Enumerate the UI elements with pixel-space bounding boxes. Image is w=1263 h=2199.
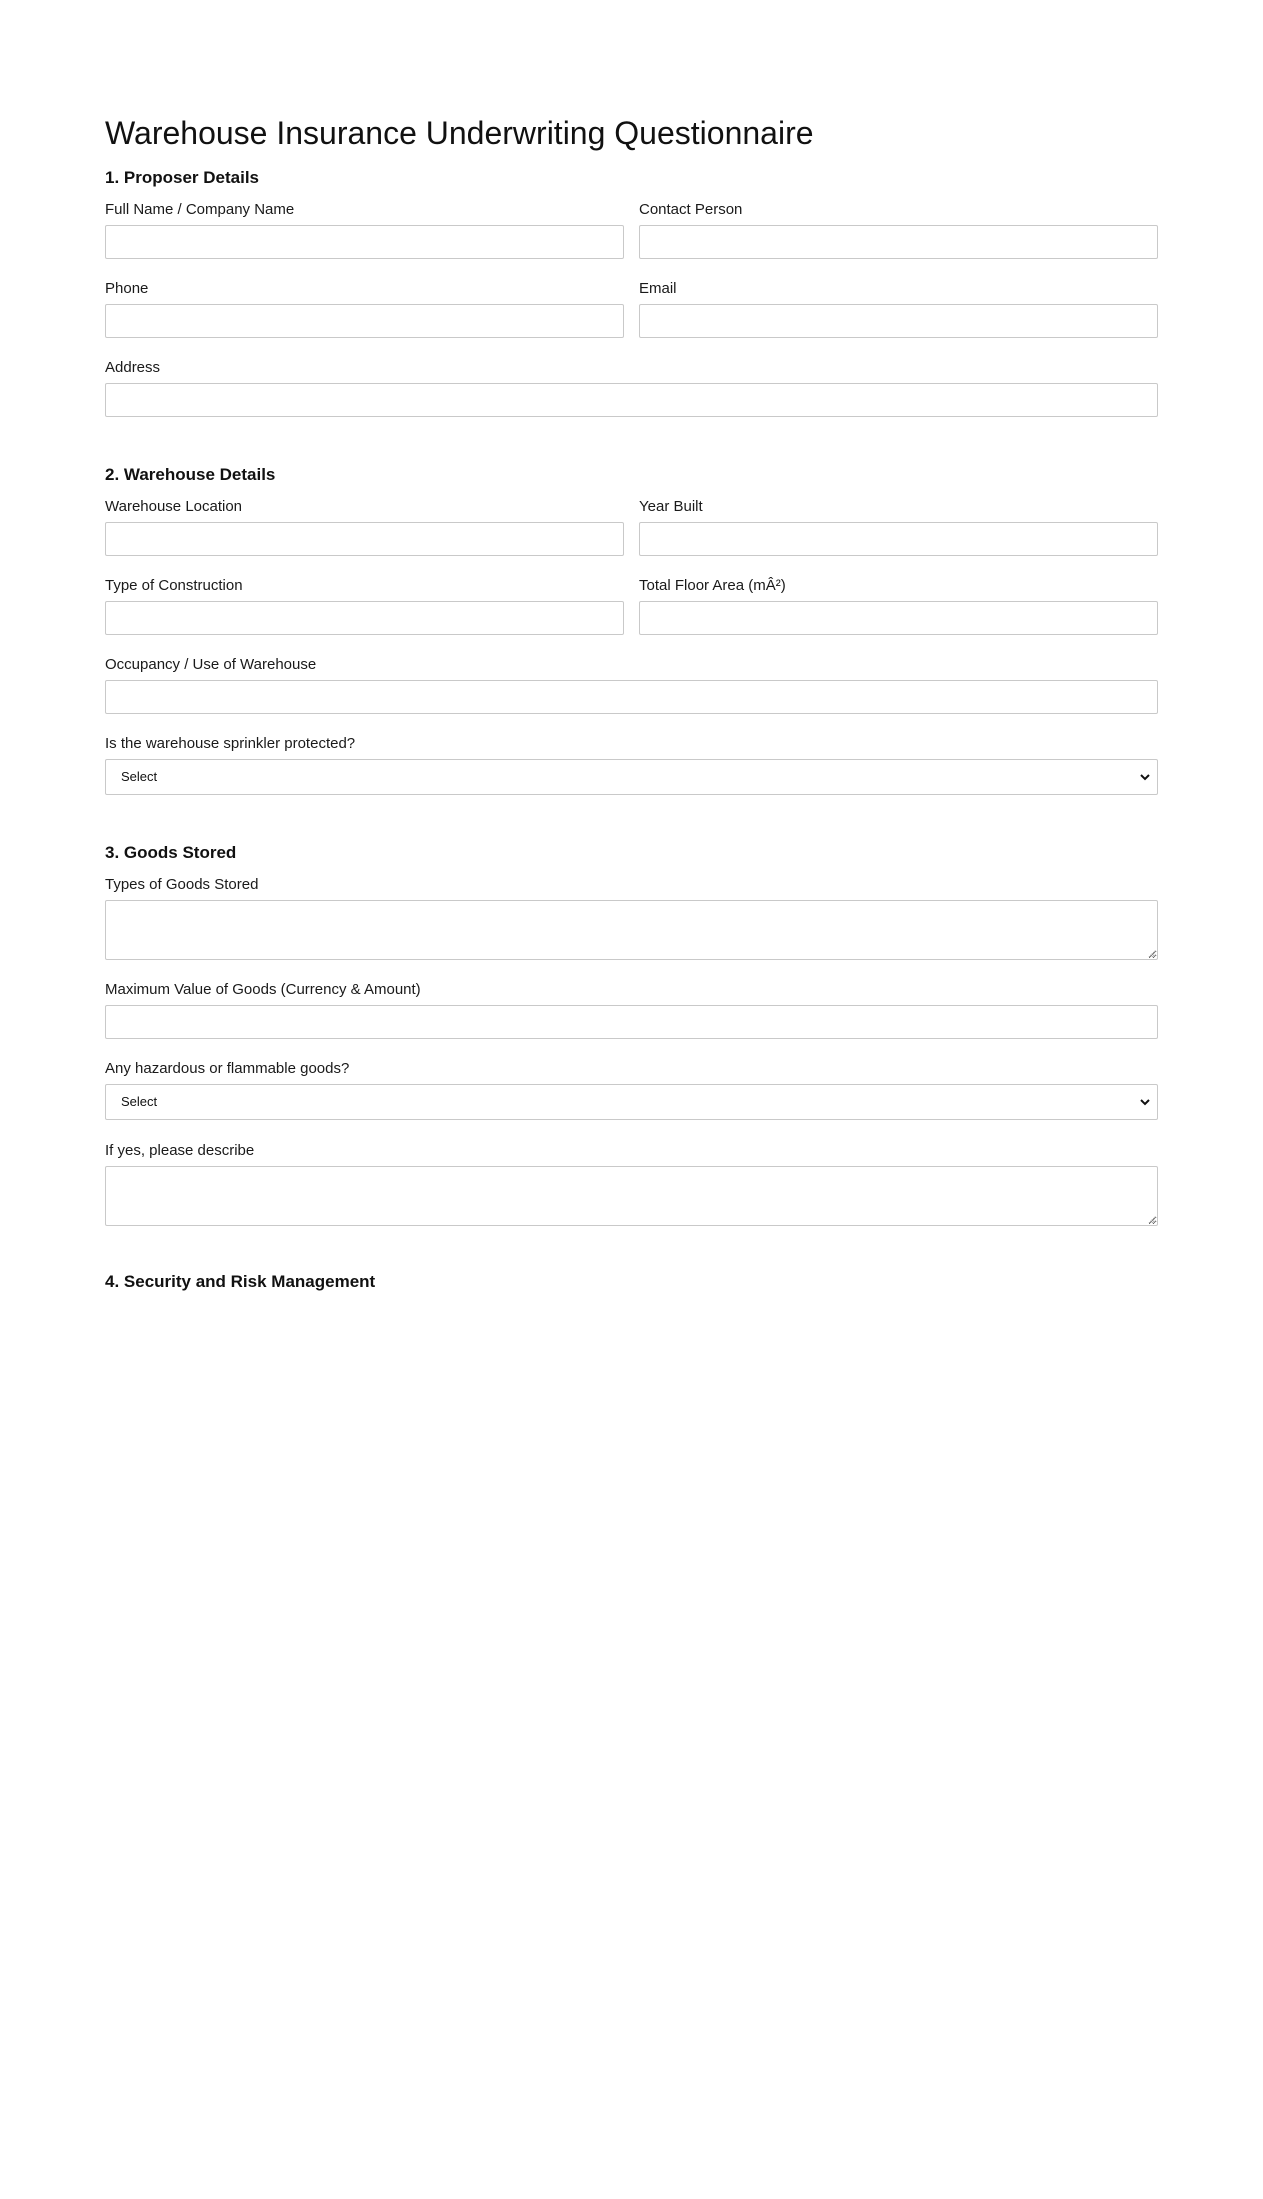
total-floor-area-input[interactable]: [639, 601, 1158, 635]
max-value-goods-label: Maximum Value of Goods (Currency & Amount): [105, 981, 421, 998]
max-value-goods-input[interactable]: [105, 1005, 1158, 1039]
address-input[interactable]: [105, 383, 1158, 417]
field-full-name: [105, 201, 624, 219]
type-of-construction-input[interactable]: [105, 601, 624, 635]
phone-label: Phone: [105, 280, 149, 297]
email-input[interactable]: [639, 304, 1158, 338]
types-of-goods-textarea[interactable]: [105, 900, 1158, 960]
field-email: [639, 280, 1158, 298]
year-built-label: Year Built: [639, 498, 703, 515]
hazardous-goods-label: Any hazardous or flammable goods?: [105, 1060, 350, 1077]
section-title-proposer-details: 1. Proposer Details: [105, 168, 260, 187]
section-title-goods-stored: 3. Goods Stored: [105, 843, 237, 862]
hazardous-goods-selected-value: Select: [121, 1094, 158, 1109]
email-label: Email: [639, 280, 677, 297]
address-label: Address: [105, 359, 161, 376]
field-phone: [105, 280, 624, 298]
field-year-built: [639, 498, 1158, 516]
field-hazardous-description: [105, 1142, 1158, 1160]
field-warehouse-location: [105, 498, 624, 516]
phone-input[interactable]: [105, 304, 624, 338]
chevron-down-icon: [1139, 1096, 1151, 1108]
field-total-floor-area: [639, 577, 1158, 595]
field-address: [105, 359, 1158, 377]
field-contact-person: [639, 201, 1158, 219]
types-of-goods-label: Types of Goods Stored: [105, 876, 259, 893]
field-types-of-goods: [105, 876, 1158, 894]
field-occupancy: [105, 656, 1158, 674]
section-title-security-risk-management: 4. Security and Risk Management: [105, 1272, 376, 1291]
contact-person-input[interactable]: [639, 225, 1158, 259]
contact-person-label: Contact Person: [639, 201, 743, 218]
occupancy-input[interactable]: [105, 680, 1158, 714]
total-floor-area-label: Total Floor Area (mÂ²): [639, 577, 786, 594]
hazardous-description-textarea[interactable]: [105, 1166, 1158, 1226]
full-name-label: Full Name / Company Name: [105, 201, 295, 218]
occupancy-label: Occupancy / Use of Warehouse: [105, 656, 317, 673]
field-sprinkler-protected: [105, 735, 1158, 784]
field-hazardous-goods: [105, 1060, 1158, 1109]
sprinkler-protected-selected-value: Select: [121, 769, 158, 784]
hazardous-description-label: If yes, please describe: [105, 1142, 255, 1159]
warehouse-location-input[interactable]: [105, 522, 624, 556]
field-max-value-goods: [105, 981, 1158, 999]
full-name-input[interactable]: [105, 225, 624, 259]
sprinkler-protected-label: Is the warehouse sprinkler protected?: [105, 735, 356, 752]
page-title: Warehouse Insurance Underwriting Questionnaire: [105, 115, 814, 151]
chevron-down-icon: [1139, 771, 1151, 783]
section-title-warehouse-details: 2. Warehouse Details: [105, 465, 276, 484]
year-built-input[interactable]: [639, 522, 1158, 556]
warehouse-location-label: Warehouse Location: [105, 498, 243, 515]
hazardous-goods-select[interactable]: [105, 1084, 1158, 1120]
field-type-of-construction: [105, 577, 624, 595]
type-of-construction-label: Type of Construction: [105, 577, 243, 594]
sprinkler-protected-select[interactable]: [105, 759, 1158, 795]
